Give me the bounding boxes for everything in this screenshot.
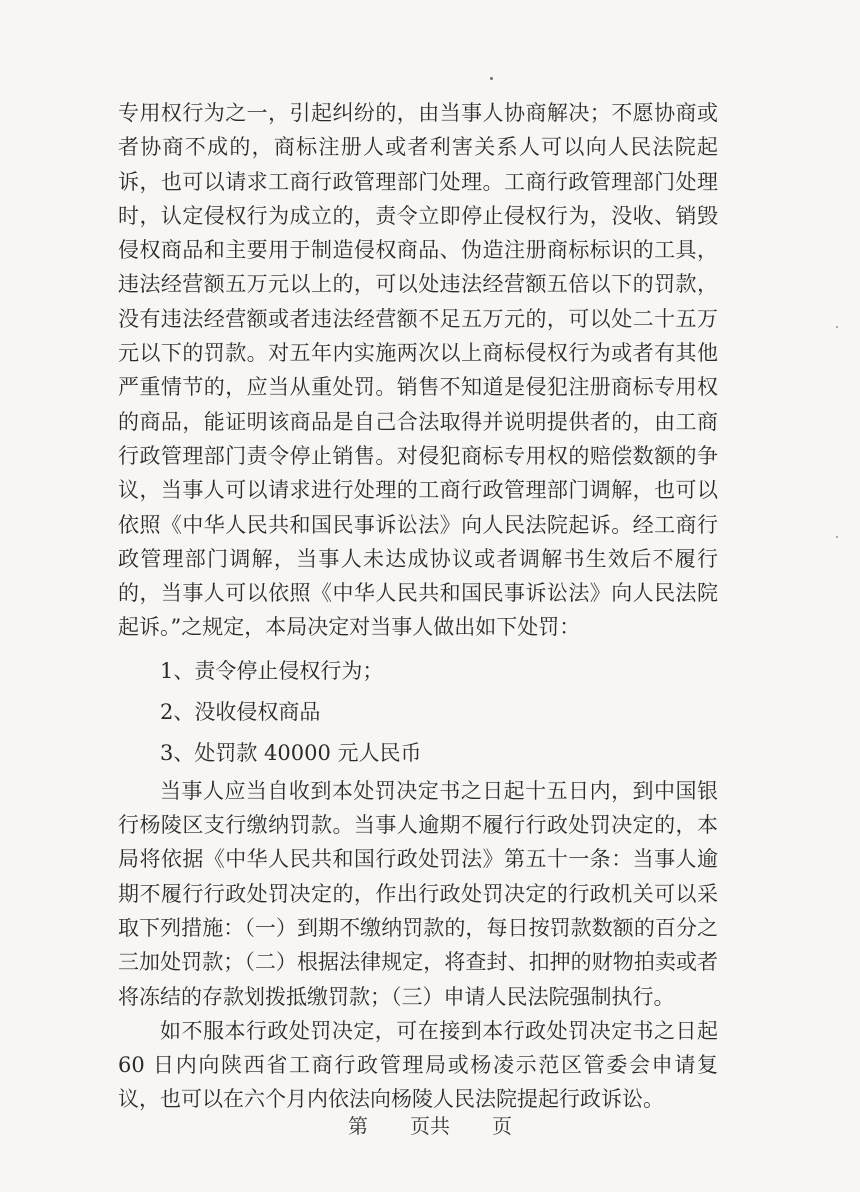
penalty-item: 1、责令停止侵权行为；: [160, 658, 384, 683]
legal-clause-paragraph: 专用权行为之一，引起纠纷的，由当事人协商解决；不愿协商或者协商不成的，商标注册人或者利害关系人可以向人民法院起诉，也可以请求工商行政管理部门处理。工商行政管理部门处理时，认定侵权行为成立的，责令立即停止侵权行为，没收、销毁侵权商品和主要用于制造侵权商品、伪造注册商标标识的工具，违法经营额五万元以上的，可以处违法经营额五倍以下的罚款，没有违法经营额或者违法经营额不足五万元的，可以处二十五万元以下的罚款。对五年内实施两次以上商标侵权行为或者有其他严重情节的，应当从重处罚。销售不知道是侵犯注册商标专用权的商品，能证明该商品是自己合法取得并说明提供者的，由工商行政管理部门责令停止销售。对侵犯商标专用权的赔偿数额的争议，当事人可以请求进行处理的工商行政管理部门调解，也可以依照《中华人民共和国民事诉讼法》向人民法院起诉。经工商行政管理部门调解，当事人未达成协议或者调解书生效后不履行的，当事人可以依照《中华人民共和国民事诉讼法》向人民法院起诉。”之规定，本局决定对当事人做出如下处罚：: [118, 101, 718, 640]
scan-speck: [836, 536, 838, 538]
scan-speck: [836, 326, 838, 328]
penalty-item: 2、没收侵权商品: [160, 699, 321, 724]
payment-paragraph: 当事人应当自收到本处罚决定书之日起十五日内，到中国银行杨陵区支行缴纳罚款。当事人逾期不履行行政处罚决定的，本局将依据《中华人民共和国行政处罚法》第五十一条：当事人逾期不履行行政处罚决定的，作出行政处罚决定的行政机关可以采取下列措施：（一）到期不缴纳罚款的，每日按罚款数额的百分之三加处罚款；（二）根据法律规定，将查封、扣押的财物拍卖或者将冻结的存款划拨抵缴罚款；（三）申请人民法院强制执行。: [118, 778, 718, 1009]
penalty-list: [118, 651, 718, 774]
penalty-item: 3、处罚款 40000 元人民币: [160, 740, 422, 765]
appeal-paragraph: 如不服本行政处罚决定，可在接到本行政处罚决定书之日起 60 日内向陕西省工商行政管理局或杨凌示范区管委会申请复议，也可以在六个月内依法向杨陵人民法院提起行政诉讼。: [118, 1018, 718, 1112]
page-suffix: 页: [492, 1114, 512, 1138]
scan-speck: [490, 77, 493, 80]
document-body: [118, 96, 718, 1117]
page-prefix: 第: [348, 1114, 368, 1138]
page-footer: [0, 1110, 860, 1139]
page-middle: 页共: [410, 1114, 450, 1138]
